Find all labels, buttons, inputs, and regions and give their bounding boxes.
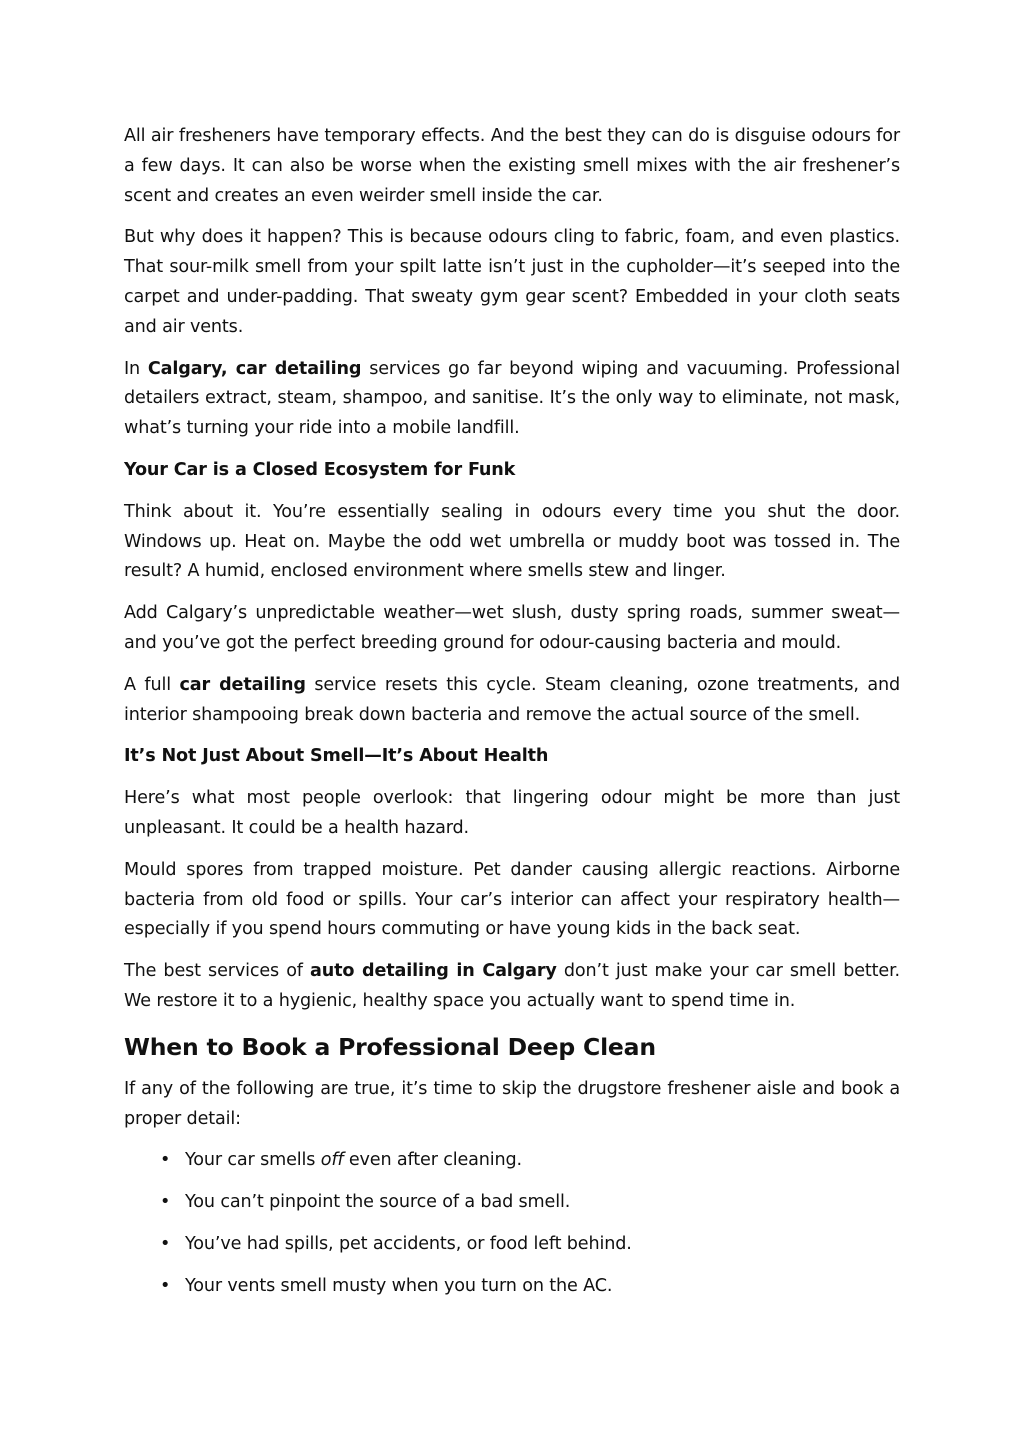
bullet-icon: •: [160, 1192, 171, 1213]
intro-paragraph: All air fresheners have temporary effects. And the best they can do is disguise odours for a few days. It can also be worse when the existing smell mixes with the air freshener’s scent and creates an even weirder smell inside the car.: [124, 126, 900, 206]
text-run: even after cleaning.: [343, 1150, 522, 1171]
book-intro-paragraph: If any of the following are true, it’s time to skip the drugstore freshener aisle and book a proper detail:: [124, 1078, 900, 1129]
think-about-it-paragraph: Think about it. You’re essentially sealing in odours every time you shut the door. Windows up. Heat on. Maybe the odd wet umbrella or muddy boot was tossed in. The result? A humid, enclosed environment where smells stew and linger.: [124, 501, 900, 582]
overlook-paragraph: Here’s what most people overlook: that lingering odour might be more than just unpleasant. It could be a health hazard.: [124, 788, 900, 838]
text-run: services go far beyond wiping and vacuuming. Professional detailers extract, steam, shampoo, and sanitise. It’s the only way to eliminate, not mask, what’s turning your ride into a mobile landfill.: [124, 358, 901, 439]
bullet-icon: •: [160, 1275, 171, 1296]
list-item-text: You’ve had spills, pet accidents, or food left behind.: [185, 1233, 632, 1254]
why-paragraph: But why does it happen? This is because odours cling to fabric, foam, and even plastics. That sour-milk smell from your spilt latte isn’t just in the cupholder—it’s seeped into the carpet and under-padding. That sweaty gym gear scent? Embedded in your cloth seats and air vents.: [124, 227, 900, 337]
text-run: A full: [124, 674, 180, 695]
italic-word: off: [320, 1150, 344, 1171]
best-services-paragraph: [124, 957, 900, 1017]
subheading-health: It’s Not Just About Smell—It’s About Health: [124, 746, 549, 767]
text-run: The best services of: [124, 961, 311, 982]
reasons-list: [124, 1146, 900, 1301]
list-item: [124, 1188, 900, 1218]
bold-keyword: car detailing: [179, 674, 306, 695]
bold-keyword: Calgary, car detailing: [147, 358, 362, 379]
section-heading-deep-clean: When to Book a Professional Deep Clean: [124, 1032, 656, 1061]
mould-paragraph: Mould spores from trapped moisture. Pet dander causing allergic reactions. Airborne bacteria from old food or spills. Your car’s interior can affect your respiratory health—especially if you spend hours commuting or have young kids in the back seat.: [124, 859, 900, 940]
list-item: [124, 1230, 900, 1260]
bold-keyword: auto detailing in Calgary: [310, 961, 557, 982]
bullet-icon: •: [160, 1150, 171, 1171]
text-run: Your car smells: [185, 1150, 321, 1171]
bullet-icon: •: [160, 1233, 171, 1254]
document-page: [124, 122, 900, 1314]
text-run: don’t just make your car smell better. We restore it to a hygienic, healthy space you actually want to spend time in.: [124, 961, 900, 1011]
list-item-text: Your vents smell musty when you turn on the AC.: [185, 1275, 613, 1296]
list-item: [124, 1272, 900, 1302]
list-item: [124, 1146, 900, 1176]
weather-paragraph: Add Calgary’s unpredictable weather—wet slush, dusty spring roads, summer sweat—and you’ve got the perfect breeding ground for odour-causing bacteria and mould.: [124, 603, 900, 653]
text-run: In: [124, 358, 148, 379]
text-run: service resets this cycle. Steam cleaning, ozone treatments, and interior shampooing break down bacteria and remove the actual source of the smell.: [124, 674, 900, 725]
subheading-closed-ecosystem: Your Car is a Closed Ecosystem for Funk: [124, 459, 516, 480]
full-detailing-paragraph: [124, 671, 900, 731]
list-item-text: You can’t pinpoint the source of a bad smell.: [185, 1192, 571, 1213]
calgary-detailing-paragraph: [124, 355, 900, 444]
